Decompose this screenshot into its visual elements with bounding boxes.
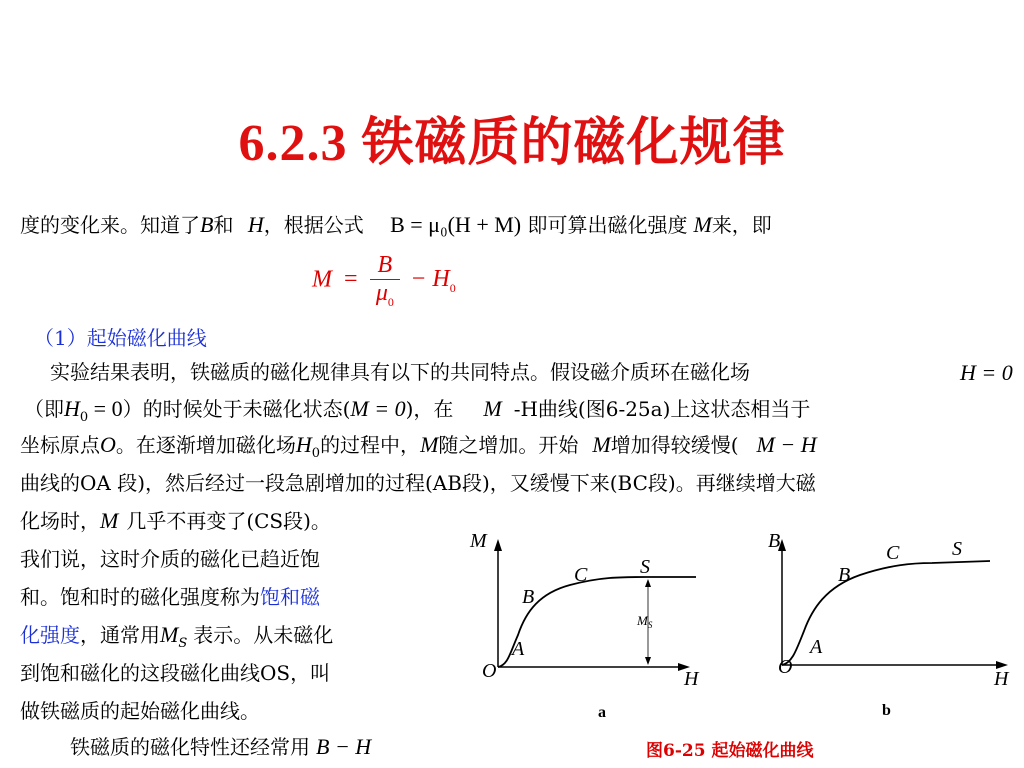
text: 表示。从未磁化: [193, 623, 334, 647]
graph-a-label: a: [598, 704, 606, 721]
eq-num: B: [370, 252, 401, 280]
para-line-11: [70, 732, 371, 762]
math-B-H: B − H: [316, 734, 372, 759]
text: -H曲线(图6-25a)上这状态相当于: [513, 397, 811, 421]
figure-caption: 图6-25 起始磁化曲线: [646, 741, 814, 761]
point-S: S: [640, 556, 650, 578]
formula-B: B = μ₀(H + M): [390, 212, 522, 237]
subsection-heading: （1）起始磁化曲线: [34, 326, 207, 350]
math-O: O: [100, 432, 116, 457]
text: 实验结果表明，铁磁质的磁化规律具有以下的共同特点。假设磁介质环在磁化场: [50, 360, 750, 384]
term-saturation: 化强度: [20, 623, 80, 647]
para-line-7: [20, 582, 320, 612]
text: 来，即: [711, 213, 772, 237]
text: 度的变化来。知道了: [20, 213, 200, 237]
eq-sub: 0: [449, 281, 456, 296]
math-M-H: M − H: [756, 432, 817, 457]
text: ）的时候处于未磁化状态(: [122, 397, 351, 421]
ms-label: [636, 613, 653, 630]
text: 坐标原点: [20, 433, 100, 457]
text: 的过程中，: [320, 433, 421, 457]
text: ，通常用: [80, 623, 160, 647]
text: )，在: [405, 397, 454, 421]
para-line-3: [20, 430, 817, 469]
graph-b-label: b: [882, 702, 891, 719]
para-line-1: [50, 357, 750, 387]
text: ，根据公式: [263, 213, 364, 237]
math-Ms: M: [160, 622, 179, 647]
text: 增加得较缓慢(: [610, 433, 739, 457]
point-C: C: [574, 564, 588, 586]
axis-label-H: H: [994, 668, 1009, 690]
para-line-8: [20, 620, 333, 659]
text: 即可算出磁化强度: [527, 213, 688, 237]
point-A: A: [810, 636, 823, 658]
math-H: H: [295, 432, 312, 457]
text: 。在逐渐增加磁化场: [115, 433, 296, 457]
y-axis-arrow: [494, 539, 502, 551]
text: 和: [213, 213, 234, 237]
math-M: M: [420, 432, 439, 457]
ms-arrow-head: [645, 579, 651, 587]
para-line-10: 做铁磁质的起始磁化曲线。: [20, 699, 260, 723]
math-M: M: [693, 212, 712, 237]
text: 化场时，: [20, 509, 100, 533]
text: （即: [24, 397, 64, 421]
text: 铁磁质的磁化特性还经常用: [70, 735, 310, 759]
graph-b: [732, 525, 1022, 735]
axis-label-B: B: [768, 530, 781, 552]
sub-S: S: [178, 636, 188, 651]
axis-label-H: H: [684, 668, 699, 690]
sub-0: 0: [311, 446, 321, 461]
ms-arrow-tail: [645, 657, 651, 665]
point-B: B: [838, 564, 851, 586]
eq-sign: =: [344, 266, 358, 293]
sub-0: 0: [79, 410, 89, 425]
point-A: A: [512, 638, 525, 660]
math-M: M: [592, 432, 611, 457]
para-line-5: [20, 506, 331, 536]
eq-lhs: M: [312, 266, 332, 293]
math-H: H: [247, 212, 264, 237]
eq-minus-H: − H: [410, 266, 450, 293]
eq-den: μ: [375, 280, 388, 306]
point-S: S: [952, 538, 962, 560]
math-H0: H: [64, 396, 80, 421]
equation-M: [312, 252, 456, 310]
math-H-zero: H = 0: [960, 360, 1013, 385]
page-title: 6.2.3 铁磁质的磁化规律: [238, 115, 786, 172]
eq-fraction: [370, 252, 401, 310]
para-line-4: 曲线的OA 段)，然后经过一段急剧增加的过程(AB段)，又缓慢下来(BC段)。再继续增大磁: [20, 471, 816, 495]
para-line-6: 我们说，这时介质的磁化已趋近饱: [20, 547, 320, 571]
graph-a: [460, 525, 720, 735]
text: 和。饱和时的磁化强度称为: [20, 585, 260, 609]
text: 几乎不再变了(CS段)。: [126, 509, 331, 533]
math-M: M: [100, 508, 119, 533]
eq-den-sub: 0: [387, 294, 394, 309]
term-saturation: 饱和磁: [260, 585, 320, 609]
origin-label: O: [778, 656, 793, 678]
math-B: B: [200, 212, 214, 237]
math-M: M: [483, 396, 502, 421]
para-line-9: 到饱和磁化的这段磁化曲线OS，叫: [20, 661, 331, 685]
para-line-2: [24, 394, 810, 433]
text: 随之增加。开始: [438, 433, 579, 457]
ms-label-sub: S: [647, 620, 653, 630]
axis-label-M: M: [470, 530, 487, 552]
point-C: C: [886, 542, 900, 564]
math-eq0: = 0: [88, 396, 123, 421]
math-M0: M = 0: [350, 396, 406, 421]
origin-label: O: [482, 660, 497, 682]
ms-label-text: M: [637, 613, 648, 628]
intro-line: [20, 210, 772, 240]
point-B: B: [522, 586, 535, 608]
